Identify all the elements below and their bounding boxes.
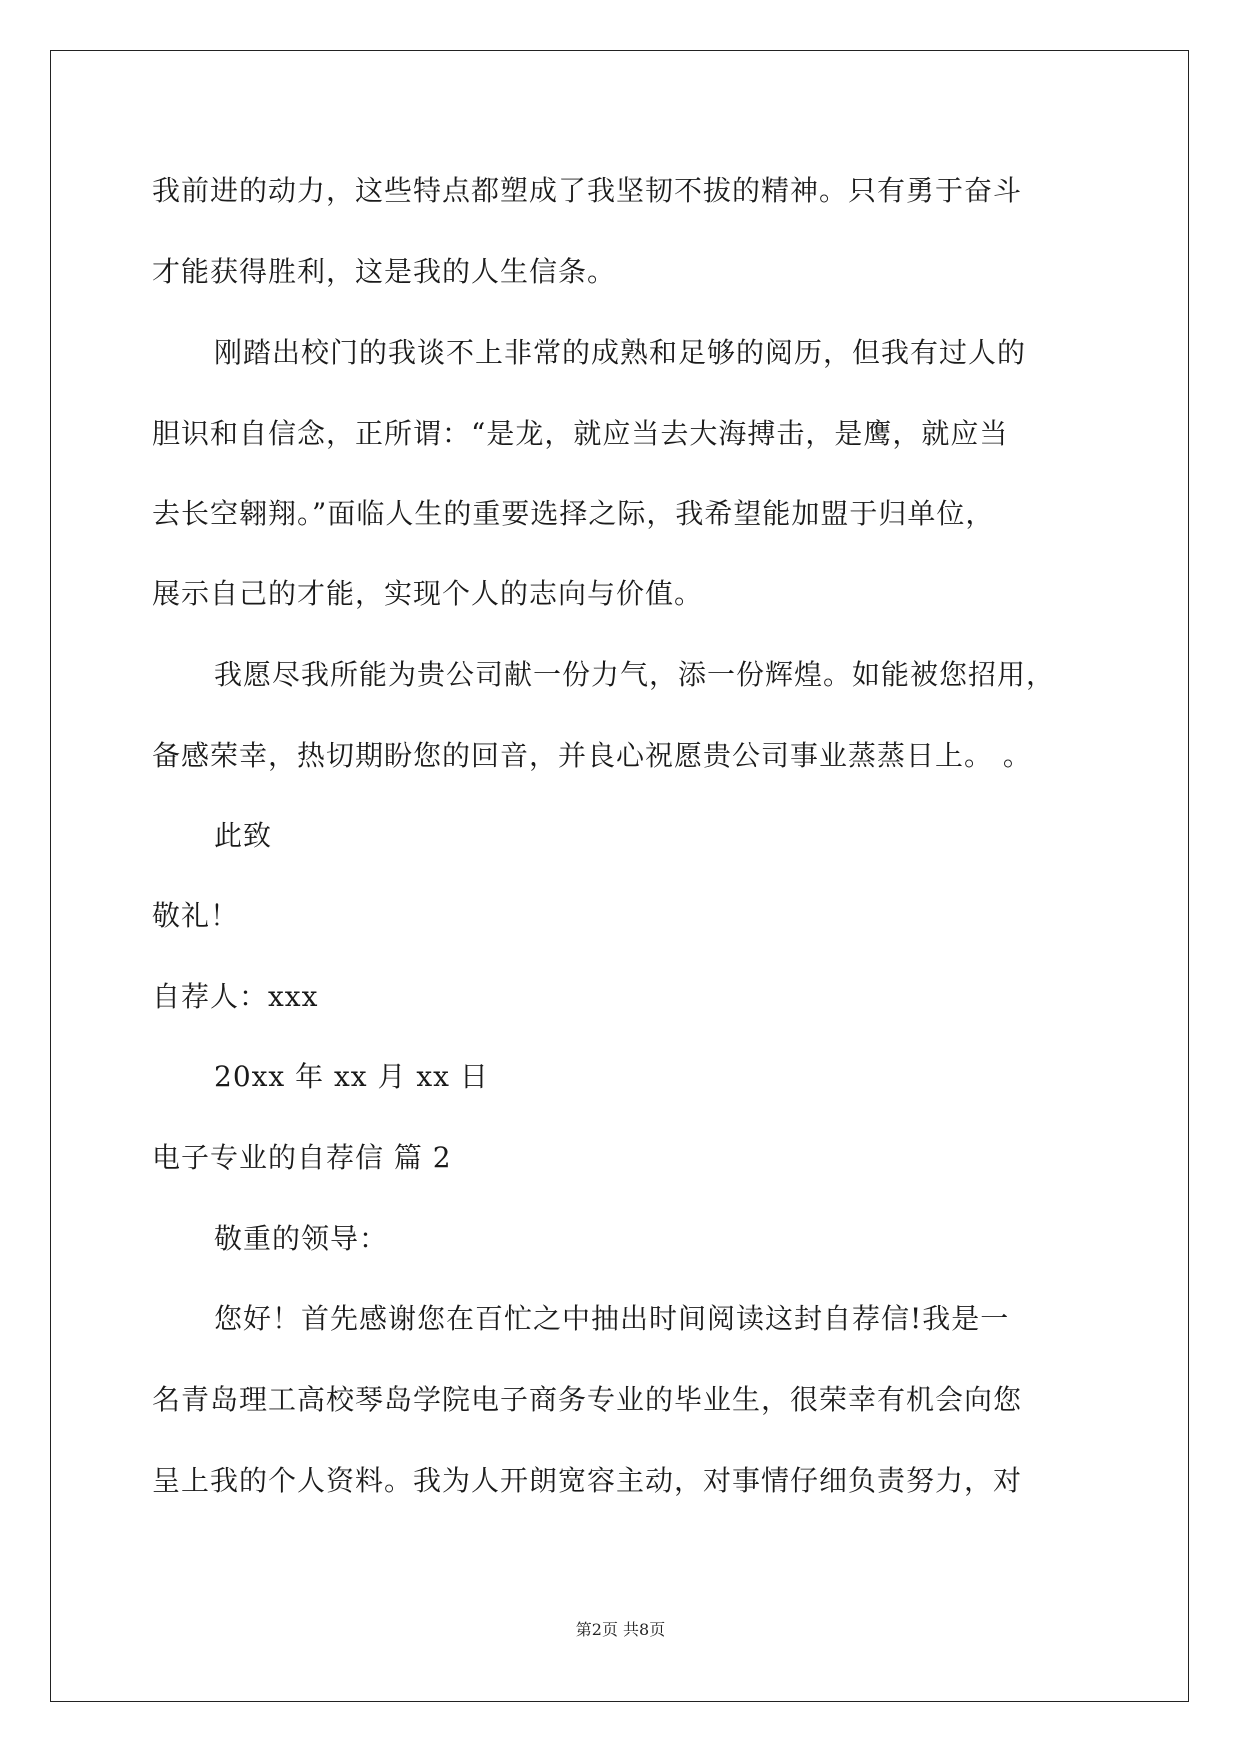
text-line: 名青岛理工高校琴岛学院电子商务专业的毕业生，很荣幸有机会向您 (152, 1383, 1023, 1416)
closing-salutation: 此致 (214, 819, 273, 852)
text-line: 才能获得胜利，这是我的人生信条。 (152, 255, 617, 288)
section-heading: 电子专业的自荐信 篇 2 (152, 1141, 452, 1174)
paragraph-start-line: 您好！首先感谢您在百忙之中抽出时间阅读这封自荐信!我是一 (214, 1302, 1010, 1335)
text-line: 备感荣幸，热切期盼您的回音，并良心祝愿贵公司事业蒸蒸日上。 。 (152, 739, 1032, 772)
text-line: 展示自己的才能，实现个人的志向与价值。 (152, 577, 704, 610)
signature-line: 自荐人：xxx (152, 980, 319, 1013)
paragraph-start-line: 我愿尽我所能为贵公司献一份力气，添一份辉煌。如能被您招用， (214, 658, 1056, 691)
text-line: 呈上我的个人资料。我为人开朗宽容主动，对事情仔细负责努力，对 (152, 1464, 1023, 1497)
text-line: 胆识和自信念，正所谓：“是龙，就应当去大海搏击，是鹰，就应当 (152, 417, 1009, 450)
paragraph-start-line: 刚踏出校门的我谈不上非常的成熟和足够的阅历，但我有过人的 (214, 336, 1027, 369)
greeting-line: 敬重的领导： (214, 1222, 389, 1255)
date-line: 20xx 年 xx 月 xx 日 (214, 1060, 489, 1093)
page-border (50, 50, 1189, 1702)
closing-regards: 敬礼！ (152, 899, 240, 932)
text-line: 我前进的动力，这些特点都塑成了我坚韧不拔的精神。只有勇于奋斗 (152, 174, 1023, 207)
text-line: 去长空翱翔。”面临人生的重要选择之际，我希望能加盟于归单位， (152, 497, 995, 530)
page-number: 第2页 共8页 (575, 1620, 666, 1639)
